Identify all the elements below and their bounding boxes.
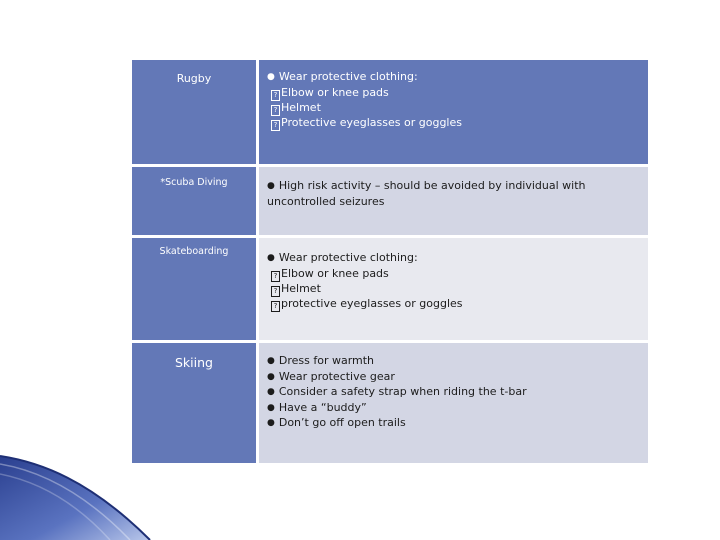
list-item: ● Have a “buddy” (267, 401, 642, 417)
list-item: ? Helmet (267, 282, 642, 297)
sport-name: Skiing (175, 355, 213, 370)
missing-glyph-icon: ? (271, 90, 280, 101)
list-item: ● Dress for warmth (267, 354, 642, 370)
list-item: ● Don’t go off open trails (267, 416, 642, 432)
sport-name: Skateboarding (159, 246, 229, 257)
list-item: ● High risk activity – should be avoided by individual with (267, 179, 642, 195)
sport-name: Rugby (176, 72, 212, 85)
sport-cell (132, 60, 256, 164)
list-item: ? Protective eyeglasses or goggles (267, 116, 642, 131)
list-item: ? Elbow or knee pads (267, 267, 642, 282)
sports-safety-table (132, 60, 648, 463)
advice-cell (259, 238, 648, 340)
table-row (132, 60, 648, 164)
missing-glyph-icon: ? (271, 105, 280, 116)
list-item: ● Consider a safety strap when riding the t-bar (267, 385, 642, 401)
advice-cell (259, 343, 648, 463)
missing-glyph-icon: ? (271, 271, 280, 282)
missing-glyph-icon: ? (271, 301, 280, 312)
list-item: ● Wear protective gear (267, 370, 642, 386)
decorative-swoosh (0, 450, 200, 540)
missing-glyph-icon: ? (271, 286, 280, 297)
table-row (132, 343, 648, 463)
sport-cell (132, 167, 256, 235)
missing-glyph-icon: ? (271, 120, 280, 131)
advice-cell (259, 167, 648, 235)
list-item: ? protective eyeglasses or goggles (267, 297, 642, 312)
table-row (132, 167, 648, 235)
advice-text (267, 354, 642, 432)
advice-text (267, 179, 642, 209)
sport-cell (132, 238, 256, 340)
sport-cell (132, 343, 256, 463)
list-item: ● Wear protective clothing: (267, 70, 642, 86)
sport-name: *Scuba Diving (160, 177, 228, 188)
advice-text (267, 70, 642, 131)
list-item: uncontrolled seizures (267, 194, 385, 208)
advice-text (267, 251, 642, 312)
advice-cell (259, 60, 648, 164)
list-item: ● Wear protective clothing: (267, 251, 642, 267)
table-row (132, 238, 648, 340)
list-item: ? Elbow or knee pads (267, 86, 642, 101)
list-item: ? Helmet (267, 101, 642, 116)
